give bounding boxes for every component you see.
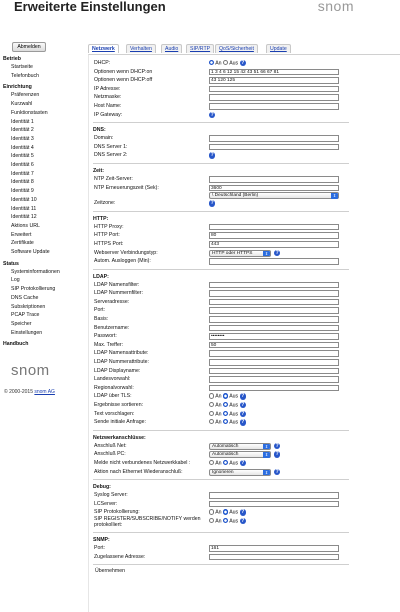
https-port-input[interactable]: 443 xyxy=(209,241,339,248)
sidebar-item[interactable]: Identität 2 xyxy=(11,127,34,134)
sidebar-item[interactable]: Telefonbuch xyxy=(11,72,39,79)
timezone-label: Zeitzone: xyxy=(94,200,116,207)
http-port-input[interactable]: 80 xyxy=(209,232,339,239)
sip-register-log-row xyxy=(93,517,349,529)
ldap-sort-label: Ergebnisse sortieren: xyxy=(94,402,144,408)
ldap-field-input[interactable]: 50 xyxy=(209,342,339,349)
pc-port-row xyxy=(93,450,349,459)
gateway-row xyxy=(93,111,349,120)
sidebar-item[interactable]: Kurzwahl xyxy=(11,101,33,108)
ldap-field-label: LDAP Nummernfilter: xyxy=(94,290,143,297)
tab-update[interactable]: Update xyxy=(266,44,291,53)
sip-register-log-label: SIP REGISTER/SUBSCRIBE/NOTIFY werden protokolliert: xyxy=(94,516,201,529)
net-port-select[interactable]: Automatisch ⇕ xyxy=(209,443,271,450)
ldap-field-input[interactable] xyxy=(209,307,339,314)
dns2-row xyxy=(93,151,349,160)
ldap-field-label: Serveradresse: xyxy=(94,298,130,305)
http-port-label: HTTP Port: xyxy=(94,232,120,239)
ntp-server-row xyxy=(93,175,349,184)
sidebar-item[interactable]: SIP Protokollierung xyxy=(11,286,56,293)
ldap-field-label: Regionalvorwahl: xyxy=(94,384,134,391)
ldap-initial-row xyxy=(93,418,349,427)
radio-on-icon[interactable] xyxy=(209,518,214,523)
ldap-field-input[interactable] xyxy=(209,376,339,383)
logout-button[interactable]: Abmelden xyxy=(12,42,46,52)
help-icon[interactable]: ? xyxy=(275,468,279,475)
pc-port-select[interactable]: Automatisch ⇕ xyxy=(209,451,271,458)
ldap-field-label: LDAP Namensattribute: xyxy=(94,350,149,357)
help-icon[interactable]: ? xyxy=(241,402,245,408)
sidebar xyxy=(0,36,84,612)
snmp-port-input[interactable]: 161 xyxy=(209,545,339,552)
help-icon[interactable]: ? xyxy=(241,410,245,417)
sidebar-item[interactable]: Systeminformationen xyxy=(11,268,60,275)
snmp-port-row xyxy=(93,544,349,553)
brand-logo: snom xyxy=(317,0,354,14)
sidebar-item[interactable]: Identität 1 xyxy=(11,118,34,125)
sidebar-section-title: Einrichtung xyxy=(3,84,32,91)
radio-off-icon[interactable] xyxy=(223,509,228,514)
ldap-suggest-label: Text vorschlagen: xyxy=(94,410,135,417)
timezone-select-row xyxy=(93,192,349,199)
help-icon[interactable]: ? xyxy=(275,249,279,256)
ldap-field-row xyxy=(93,289,349,298)
sidebar-nav xyxy=(0,56,84,348)
webserver-type-label: Webserver Verbindungstyp: xyxy=(94,249,158,256)
ldap-tls-label: LDAP über TLS: xyxy=(94,393,132,400)
netmask-input[interactable] xyxy=(209,94,339,101)
ldap-field-input[interactable] xyxy=(209,359,339,366)
snmp-section-title: SNMP: xyxy=(93,536,110,543)
sidebar-item[interactable]: Identität 4 xyxy=(11,144,34,151)
help-icon[interactable]: ? xyxy=(241,60,245,66)
https-port-label: HTTPS Port: xyxy=(94,240,124,247)
ldap-field-label: Landesvorwahl: xyxy=(94,376,131,383)
webserver-type-row xyxy=(93,249,349,258)
sidebar-item[interactable]: PCAP Trace xyxy=(11,312,40,319)
dhcp-off-options-label: Optionen wenn DHCP:off xyxy=(94,77,153,84)
dhcp-radio[interactable]: An Aus ? xyxy=(209,60,246,67)
snmp-address-label: Zugelassene Adresse: xyxy=(94,553,146,560)
dhcp-off-options-row xyxy=(93,76,349,85)
sidebar-item[interactable]: Präferenzen xyxy=(11,92,40,99)
ldap-field-row xyxy=(93,315,349,324)
tab-verhalten[interactable]: Verhalten xyxy=(126,44,156,53)
sidebar-item[interactable]: Identität 9 xyxy=(11,188,34,195)
gateway-label: IP Gateway: xyxy=(94,111,123,118)
select-arrow-icon: ⇕ xyxy=(264,443,269,449)
select-arrow-icon: ⇕ xyxy=(332,193,337,199)
dns2-label: DNS Server 2: xyxy=(94,152,128,159)
dhcp-on-options-row xyxy=(93,68,349,77)
settings-tabs xyxy=(88,44,400,54)
ldap-tls-row xyxy=(93,392,349,401)
hostname-row xyxy=(93,102,349,111)
ldap-suggest-radio[interactable]: An Aus ? xyxy=(209,411,246,418)
select-arrow-icon: ⇕ xyxy=(264,469,269,475)
radio-on-icon[interactable] xyxy=(209,411,214,416)
dhcp-row xyxy=(93,59,349,68)
help-icon[interactable]: ? xyxy=(210,200,214,207)
sidebar-section-title: Status xyxy=(3,260,19,267)
time-section-title: Zeit: xyxy=(93,167,104,174)
ldap-field-row xyxy=(93,384,349,393)
sidebar-item[interactable]: Aktions URL xyxy=(11,222,40,229)
dhcp-on-options-label: Optionen wenn DHCP:on xyxy=(94,68,153,75)
sidebar-section-title: Handbuch xyxy=(3,341,29,348)
netmask-row xyxy=(93,93,349,102)
ldap-field-row xyxy=(93,298,349,307)
section-debug xyxy=(93,484,349,533)
ldap-field-row xyxy=(93,367,349,376)
section-http xyxy=(93,216,349,270)
ldap-field-input[interactable] xyxy=(209,350,339,357)
cable-notify-label: Melde nicht verbundenes Netzwerkkabel : xyxy=(94,459,191,466)
help-icon[interactable]: ? xyxy=(241,459,245,466)
help-icon[interactable]: ? xyxy=(210,152,214,159)
ntp-server-label: NTP Zeit-Server: xyxy=(94,175,133,182)
ldap-sort-radio[interactable]: An Aus ? xyxy=(209,402,246,409)
tab-audio[interactable]: Audio xyxy=(161,44,182,53)
radio-on-icon[interactable] xyxy=(209,460,214,465)
radio-off-icon[interactable] xyxy=(223,518,228,523)
webserver-type-select[interactable]: HTTP oder HTTPS ⇕ xyxy=(209,250,271,257)
sidebar-item[interactable]: Funktionstasten xyxy=(11,109,48,116)
syslog-row xyxy=(93,491,349,500)
cable-notify-radio[interactable]: An Aus ? xyxy=(209,460,246,467)
radio-off-icon[interactable] xyxy=(223,460,228,465)
ntp-server-input[interactable] xyxy=(209,176,339,183)
ldap-field-input[interactable] xyxy=(209,316,339,323)
ip-address-label: IP Adresse: xyxy=(94,85,121,92)
sip-log-radio[interactable]: An Aus ? xyxy=(209,509,246,516)
ntp-refresh-row xyxy=(93,184,349,193)
select-arrow-icon: ⇕ xyxy=(264,250,269,256)
domain-row xyxy=(93,134,349,143)
copyright-text: © 2000-2015 xyxy=(4,389,33,396)
ntp-refresh-label: NTP Erneuerungszeit (Sek): xyxy=(94,184,159,191)
help-icon[interactable]: ? xyxy=(241,393,245,400)
syslog-input[interactable] xyxy=(209,492,339,499)
ldap-initial-radio[interactable]: An Aus ? xyxy=(209,419,246,426)
net-port-label: Anschluß Net: xyxy=(94,442,127,449)
help-icon[interactable]: ? xyxy=(241,517,245,524)
sidebar-item[interactable]: Einstellungen xyxy=(11,329,43,336)
ldap-field-label: LDAP Displayname: xyxy=(94,367,141,374)
dns1-label: DNS Server 1: xyxy=(94,143,128,150)
section-dns xyxy=(93,127,349,164)
ldap-field-label: LDAP Namensfilter: xyxy=(94,281,140,288)
page-header xyxy=(0,0,400,36)
section-snmp xyxy=(93,537,349,565)
help-icon[interactable]: ? xyxy=(275,451,279,458)
ldap-field-row xyxy=(93,358,349,367)
section-ip xyxy=(93,59,349,123)
radio-on-icon[interactable] xyxy=(209,402,214,407)
dhcp-on-options-input[interactable]: 1 3 4 6 12 15 42 43 51 66 67 81 xyxy=(209,69,339,76)
radio-on-icon[interactable] xyxy=(209,60,214,65)
ldap-field-label: Passwort: xyxy=(94,333,117,340)
help-icon[interactable]: ? xyxy=(275,442,279,449)
hostname-label: Host Name: xyxy=(94,102,122,109)
radio-off-icon[interactable] xyxy=(223,419,228,424)
copyright-link[interactable]: snom AG xyxy=(34,389,55,396)
ldap-field-label: Max. Treffer: xyxy=(94,341,124,348)
ip-address-row xyxy=(93,85,349,94)
snmp-address-input[interactable] xyxy=(209,554,339,561)
ldap-initial-label: Sende initiale Anfrage: xyxy=(94,419,146,426)
dhcp-off-options-input[interactable]: 43 120 125 xyxy=(209,77,339,84)
sidebar-item[interactable]: Identität 8 xyxy=(11,179,34,186)
dns-section-title: DNS: xyxy=(93,127,106,134)
help-icon[interactable]: ? xyxy=(210,111,214,118)
dns1-input[interactable] xyxy=(209,144,339,151)
sip-log-label: SIP Protokollierung: xyxy=(94,509,140,516)
sidebar-item[interactable]: Erweitert xyxy=(11,231,32,238)
http-proxy-row xyxy=(93,223,349,232)
dhcp-label: DHCP: xyxy=(94,60,111,66)
auto-logout-row xyxy=(93,257,349,266)
sip-register-log-radio[interactable]: An Aus ? xyxy=(209,518,246,525)
ldap-section-title: LDAP: xyxy=(93,273,109,280)
ldap-field-input[interactable] xyxy=(209,290,339,297)
reconnect-action-row xyxy=(93,468,349,477)
help-icon[interactable]: ? xyxy=(241,509,245,516)
sidebar-item[interactable]: Identität 12 xyxy=(11,214,37,221)
radio-on-icon[interactable] xyxy=(209,509,214,514)
netmask-label: Netzmaske: xyxy=(94,94,122,101)
sidebar-item[interactable]: Identität 7 xyxy=(11,170,34,177)
debug-section-title: Debug: xyxy=(93,484,111,491)
radio-off-icon[interactable] xyxy=(223,411,228,416)
lcserver-label: LCServer: xyxy=(94,500,118,507)
ldap-field-row xyxy=(93,375,349,384)
sidebar-item[interactable]: Startseite xyxy=(11,64,33,70)
sidebar-item[interactable]: Identität 10 xyxy=(11,196,37,203)
ldap-field-input[interactable] xyxy=(209,325,339,332)
ldap-field-label: Benutzername: xyxy=(94,324,130,331)
sidebar-item[interactable]: Software Update xyxy=(11,249,50,256)
lcserver-row xyxy=(93,500,349,509)
ldap-field-input[interactable] xyxy=(209,385,339,392)
network-ports-section-title: Netzwerkanschlüsse: xyxy=(93,434,146,441)
timezone-row xyxy=(93,199,349,208)
ldap-suggest-row xyxy=(93,410,349,419)
tab-sip-rtp[interactable]: SIP/RTP xyxy=(186,44,214,53)
ldap-field-row xyxy=(93,341,349,350)
radio-on-icon[interactable] xyxy=(209,419,214,424)
help-icon[interactable]: ? xyxy=(241,419,245,426)
https-port-row xyxy=(93,240,349,249)
http-proxy-label: HTTP Proxy: xyxy=(94,223,124,230)
ldap-field-label: Port: xyxy=(94,307,105,314)
ldap-field-row xyxy=(93,332,349,341)
ldap-field-input[interactable] xyxy=(209,368,339,375)
dns1-row xyxy=(93,143,349,152)
ldap-field-label: LDAP Nummerattribute: xyxy=(94,359,149,366)
ldap-fields xyxy=(93,281,349,393)
section-time xyxy=(93,168,349,212)
radio-off-icon[interactable] xyxy=(223,402,228,407)
http-section-title: HTTP: xyxy=(93,215,109,222)
section-network-ports xyxy=(93,435,349,480)
radio-on-icon[interactable] xyxy=(209,393,214,398)
next-section-title: Übernehmen xyxy=(95,568,125,575)
sidebar-item[interactable]: Zertifikate xyxy=(11,240,34,247)
sidebar-item[interactable]: Identität 5 xyxy=(11,153,34,160)
sidebar-item[interactable]: Speicher xyxy=(11,320,32,327)
http-port-row xyxy=(93,231,349,240)
syslog-label: Syslog Server: xyxy=(94,492,128,499)
ldap-field-row xyxy=(93,324,349,333)
ldap-tls-radio[interactable]: An Aus ? xyxy=(209,393,246,400)
ntp-refresh-input[interactable]: 3600 xyxy=(209,185,339,192)
ldap-sort-row xyxy=(93,401,349,410)
ldap-field-row xyxy=(93,281,349,290)
select-arrow-icon: ⇕ xyxy=(264,452,269,458)
tab-qos-sicherheit[interactable]: QoS/Sicherheit xyxy=(215,44,258,53)
sidebar-item[interactable]: DNS Cache xyxy=(11,294,39,301)
timezone-select[interactable]: \ Deutschland (Berlin) ⇕ xyxy=(209,192,339,199)
auto-logout-input[interactable] xyxy=(209,258,339,265)
settings-form xyxy=(88,54,400,612)
radio-off-icon[interactable] xyxy=(223,393,228,398)
lcserver-input[interactable] xyxy=(209,501,339,508)
ldap-field-input[interactable] xyxy=(209,282,339,289)
radio-off-icon[interactable] xyxy=(223,60,228,65)
ldap-field-input[interactable] xyxy=(209,299,339,306)
copyright xyxy=(4,389,84,395)
ldap-field-row xyxy=(93,306,349,315)
auto-logout-label: Autom. Ausloggen (Min): xyxy=(94,258,151,265)
snmp-address-row xyxy=(93,553,349,562)
ldap-field-label: Basis: xyxy=(94,316,109,323)
section-ldap xyxy=(93,274,349,431)
reconnect-action-label: Aktion nach Ethernet Wiederanschluß: xyxy=(94,468,183,475)
tab-netzwerk[interactable]: Netzwerk xyxy=(88,44,119,53)
ldap-field-input[interactable]: •••••••• xyxy=(209,333,339,340)
snmp-port-label: Port: xyxy=(94,544,105,551)
net-port-row xyxy=(93,442,349,451)
page-title: Erweiterte Einstellungen xyxy=(14,0,166,14)
ldap-field-row xyxy=(93,349,349,358)
hostname-input[interactable] xyxy=(209,103,339,110)
http-proxy-input[interactable] xyxy=(209,224,339,231)
sidebar-item[interactable]: Identität 3 xyxy=(11,135,34,142)
ip-address-input[interactable] xyxy=(209,86,339,93)
domain-label: Domain: xyxy=(94,135,114,142)
cable-notify-row xyxy=(93,459,349,468)
sidebar-item[interactable]: Log xyxy=(11,277,20,284)
sidebar-item[interactable]: Identität 11 xyxy=(11,205,37,212)
pc-port-label: Anschluß PC: xyxy=(94,451,126,458)
sidebar-section-title: Betrieb xyxy=(3,56,21,62)
reconnect-action-select[interactable]: Ignorieren ⇕ xyxy=(209,469,271,476)
sidebar-item[interactable]: Subskriptionen xyxy=(11,303,46,310)
sidebar-brand-logo: snom xyxy=(11,362,50,380)
domain-input[interactable] xyxy=(209,135,339,142)
sidebar-item[interactable]: Identität 6 xyxy=(11,162,34,169)
